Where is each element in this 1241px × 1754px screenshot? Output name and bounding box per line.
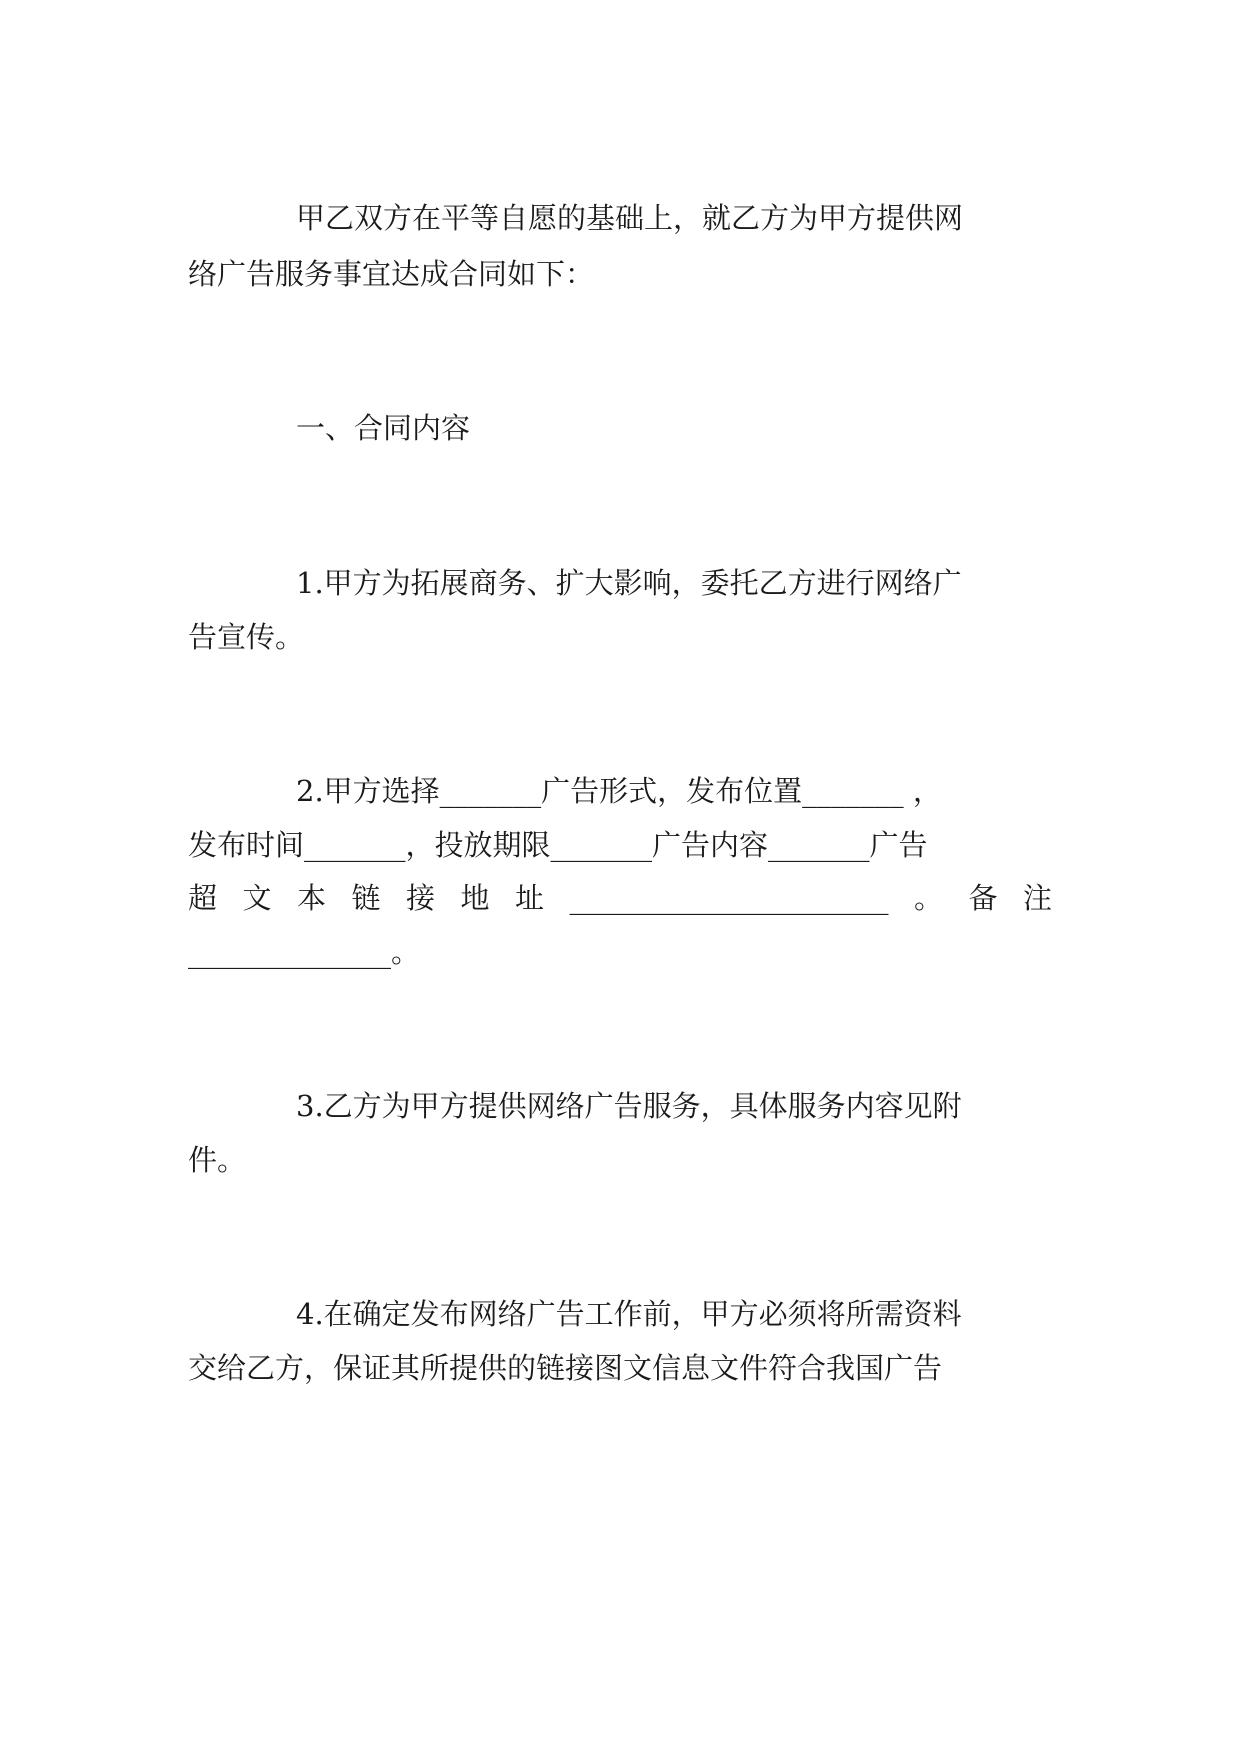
item2-line-3-part: 文 <box>242 881 272 915</box>
item2-line-3-part: 注 <box>1022 881 1052 915</box>
item2-line-3-part: 备 <box>968 881 998 915</box>
intro-line-2: 络广告服务事宜达成合同如下： <box>188 257 595 291</box>
item4-line-2: 交给乙方，保证其所提供的链接图文信息文件符合我国广告 <box>188 1351 943 1385</box>
intro-line-1: 甲乙双方在平等自愿的基础上，就乙方为甲方提供网 <box>296 201 964 235</box>
item1-line-1: 1.甲方为拓展商务、扩大影响，委托乙方进行网络广 <box>296 566 962 600</box>
item2-line-3-part: 本 <box>297 881 327 915</box>
item2-line-3-part: 链 <box>351 881 381 915</box>
item2-line-3-part: 址 <box>515 881 545 915</box>
item2-line-2: 发布时间_______，投放期限_______广告内容_______广告 <box>188 828 928 862</box>
item3-line-1: 3.乙方为甲方提供网络广告服务，具体服务内容见附 <box>296 1089 962 1123</box>
item1-line-2: 告宣传。 <box>188 620 305 654</box>
item2-line-4: ______________。 <box>188 935 421 969</box>
item2-line-3 <box>188 878 1052 918</box>
item2-line-3-part: 。 <box>913 881 943 915</box>
item4-line-1: 4.在确定发布网络广告工作前，甲方必须将所需资料 <box>296 1297 962 1331</box>
item3-line-2: 件。 <box>188 1143 247 1177</box>
section-heading: 一、合同内容 <box>296 411 471 445</box>
item2-line-3-part: 地 <box>460 881 490 915</box>
item2-line-3-part: 超 <box>188 881 218 915</box>
item2-line-3-part: ______________________ <box>569 881 889 915</box>
item2-line-3-part: 接 <box>406 881 436 915</box>
item2-line-1: 2.甲方选择_______广告形式，发布位置_______ ， <box>296 774 942 808</box>
